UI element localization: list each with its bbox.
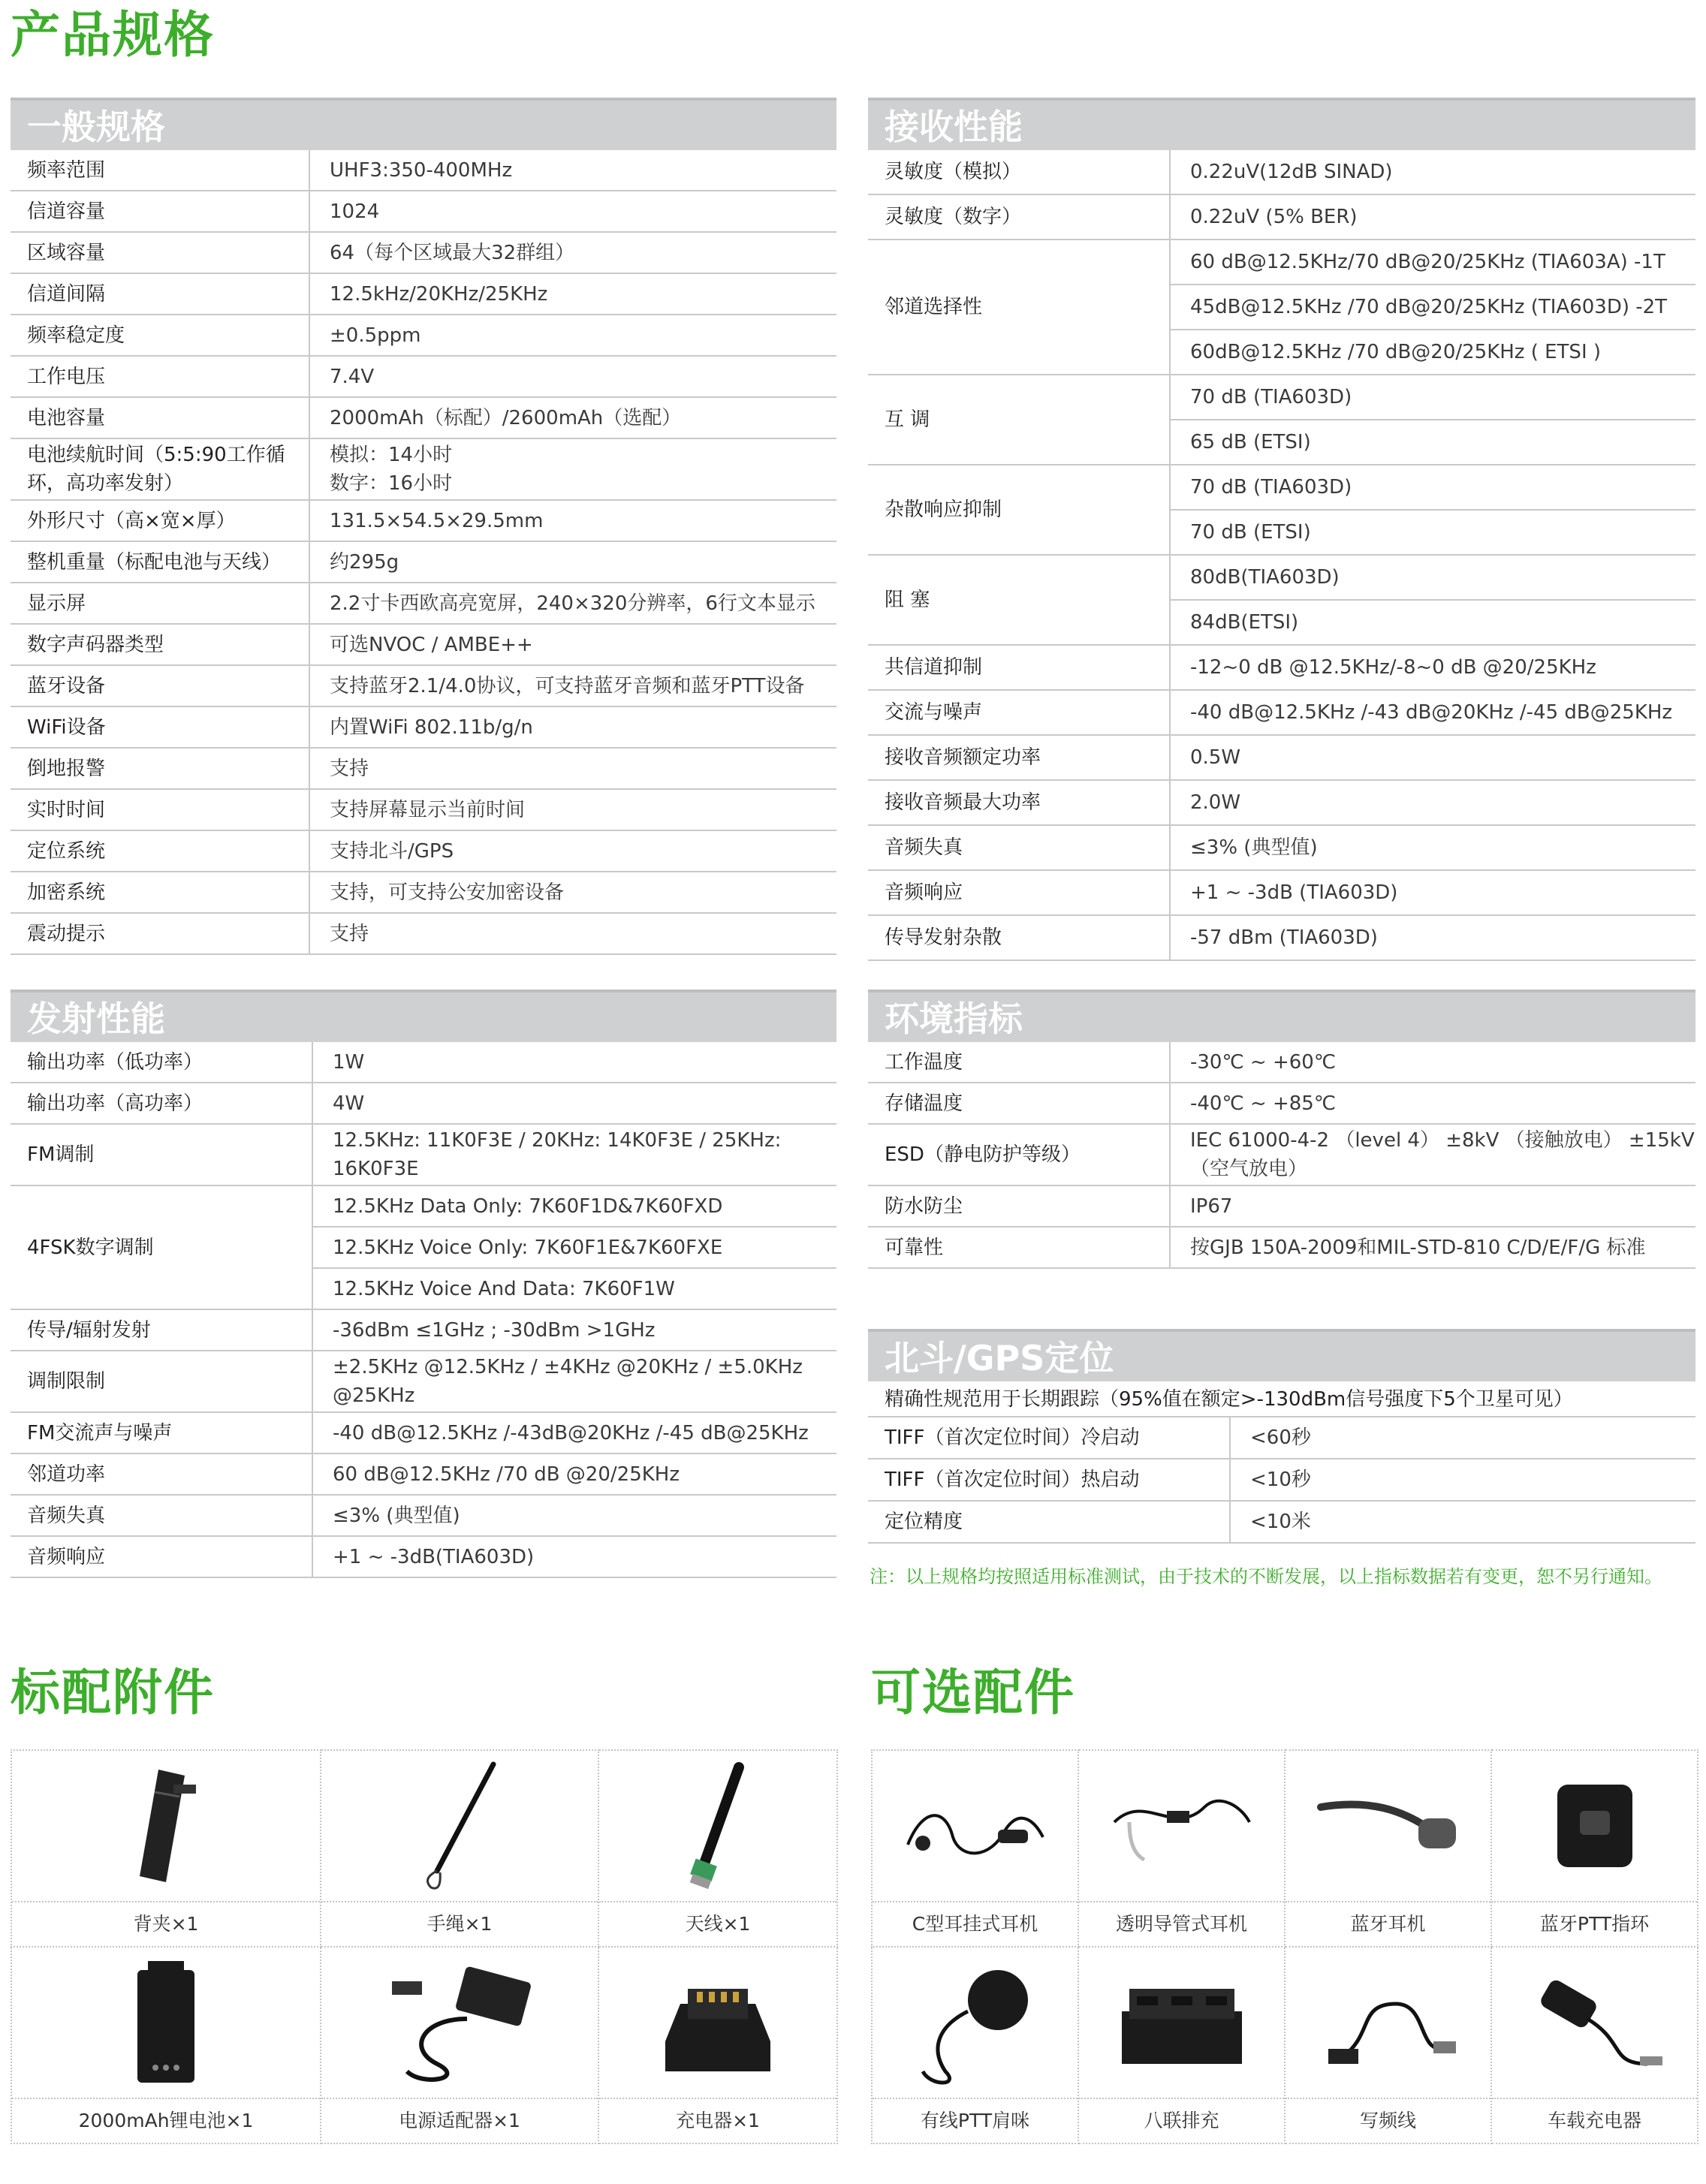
spec-value: <10秒 <box>1230 1459 1695 1501</box>
accessory-label: 有线PTT肩咪 <box>873 2098 1078 2143</box>
table-row <box>868 915 1695 960</box>
spec-label: 阻 塞 <box>868 555 1170 645</box>
spec-value: 12.5KHz: 11K0F3E / 20KHz: 14K0F3E / 25KHz: 16K0F3E <box>312 1124 836 1185</box>
programming-cable-icon <box>1286 1948 1490 2098</box>
spec-value: 支持蓝牙2.1/4.0协议，可支持蓝牙音频和蓝牙PTT设备 <box>309 665 836 706</box>
spec-label: TIFF（首次定位时间）热启动 <box>868 1459 1230 1501</box>
spec-value: 内置WiFi 802.11b/g/n <box>309 706 836 748</box>
spec-label: 加密系统 <box>11 872 309 913</box>
table-row <box>11 500 836 541</box>
spec-value: 60 dB@12.5KHz /70 dB @20/25KHz <box>312 1453 836 1495</box>
bluetooth-headset-icon <box>1286 1751 1490 1901</box>
spec-value: +1 ~ -3dB(TIA603D) <box>312 1536 836 1577</box>
table-row <box>11 1124 836 1185</box>
spec-value: <60秒 <box>1230 1417 1695 1459</box>
spec-label: 存储温度 <box>868 1083 1170 1124</box>
spec-value: IP67 <box>1170 1185 1695 1227</box>
table-row <box>11 665 836 706</box>
spec-label: 定位精度 <box>868 1501 1230 1543</box>
spec-value: IEC 61000-4-2 （level 4） ±8kV （接触放电） ±15kV（空气放电） <box>1170 1124 1695 1185</box>
multi-charger-icon <box>1079 1948 1284 2098</box>
belt-clip-icon <box>12 1751 320 1901</box>
table-row <box>11 1495 836 1536</box>
spec-label: 蓝牙设备 <box>11 665 309 706</box>
spec-value: 60dB@12.5KHz /70 dB@20/25KHz ( ETSI ) <box>1170 330 1695 375</box>
opt-accessories-title: 可选配件 <box>871 1664 1075 1722</box>
spec-label: 电池续航时间（5:5:90工作循环，高功率发射） <box>11 438 309 500</box>
table-row <box>11 356 836 397</box>
spec-label: 输出功率（高功率） <box>11 1083 312 1124</box>
spec-value: 支持屏幕显示当前时间 <box>309 789 836 830</box>
shoulder-mic-icon <box>873 1948 1078 2098</box>
spec-label: 接收音频最大功率 <box>868 780 1170 825</box>
table-row <box>11 191 836 232</box>
table-row <box>11 872 836 913</box>
gps-spec-table <box>868 1417 1695 1544</box>
spec-value: 80dB(TIA603D) <box>1170 555 1695 600</box>
spec-label: 灵敏度（模拟） <box>868 150 1170 194</box>
spec-label: 区域容量 <box>11 232 309 273</box>
spec-value: 70 dB (ETSI) <box>1170 510 1695 555</box>
spec-value: 70 dB (TIA603D) <box>1170 375 1695 420</box>
spec-label: 信道容量 <box>11 191 309 232</box>
general-spec-table <box>11 150 836 955</box>
spec-label: 音频失真 <box>11 1495 312 1536</box>
table-row <box>868 150 1695 194</box>
spec-label: 显示屏 <box>11 583 309 624</box>
section-header-general: 一般规格 <box>11 98 836 150</box>
table-row <box>868 1501 1695 1543</box>
spec-label: 音频失真 <box>868 825 1170 870</box>
spec-value: 12.5KHz Data Only: 7K60F1D&7K60FXD <box>312 1185 836 1227</box>
table-row <box>868 780 1695 825</box>
table-row <box>11 830 836 872</box>
spec-label: 电池容量 <box>11 397 309 438</box>
gps-subtitle: 精确性规范用于长期跟踪（95%值在额定>-130dBm信号强度下5个卫星可见） <box>885 1388 1573 1411</box>
spec-value: 0.5W <box>1170 735 1695 780</box>
spec-value: ≤3% (典型值) <box>312 1495 836 1536</box>
car-charger-icon <box>1492 1948 1697 2098</box>
spec-value: +1 ~ -3dB (TIA603D) <box>1170 870 1695 915</box>
spec-value: -57 dBm (TIA603D) <box>1170 915 1695 960</box>
spec-value: 4W <box>312 1083 836 1124</box>
spec-value: 支持 <box>309 913 836 954</box>
spec-label: 震动提示 <box>11 913 309 954</box>
accessory-label: 车载充电器 <box>1492 2098 1697 2143</box>
spec-value: ±0.5ppm <box>309 315 836 356</box>
spec-value: 2000mAh（标配）/2600mAh（选配） <box>309 397 836 438</box>
spec-value: 模拟：14小时 数字：16小时 <box>309 438 836 500</box>
spec-label: 灵敏度（数字） <box>868 194 1170 239</box>
table-row <box>11 748 836 789</box>
section-header-receive: 接收性能 <box>868 98 1695 150</box>
section-header-transmit: 发射性能 <box>11 990 836 1042</box>
spec-value: -40℃ ~ +85℃ <box>1170 1083 1695 1124</box>
spec-label: 频率范围 <box>11 150 309 191</box>
page-title: 产品规格 <box>11 6 215 64</box>
table-row <box>868 1083 1695 1124</box>
accessory-label: 电源适配器×1 <box>321 2098 598 2143</box>
spec-value: 12.5KHz Voice Only: 7K60F1E&7K60FXE <box>312 1227 836 1268</box>
table-row <box>868 1227 1695 1268</box>
accessory-label: 蓝牙耳机 <box>1286 1901 1490 1946</box>
bluetooth-ptt-ring-icon <box>1492 1751 1697 1901</box>
table-row <box>868 555 1695 600</box>
table-row <box>868 375 1695 420</box>
table-row <box>11 315 836 356</box>
table-row <box>11 789 836 830</box>
spec-label: 工作温度 <box>868 1042 1170 1083</box>
earhook-earphone-icon <box>873 1751 1078 1901</box>
spec-label: ESD（静电防护等级） <box>868 1124 1170 1185</box>
spec-label: TIFF（首次定位时间）冷启动 <box>868 1417 1230 1459</box>
accessory-cell <box>1491 1947 1698 2143</box>
spec-value: 约295g <box>309 541 836 583</box>
spec-label: 倒地报警 <box>11 748 309 789</box>
accessory-label: 写频线 <box>1286 2098 1490 2143</box>
table-row <box>11 706 836 748</box>
spec-value: 1W <box>312 1042 836 1083</box>
accessory-cell <box>872 1947 1078 2143</box>
accessory-cell <box>11 1750 321 1947</box>
spec-value: 131.5×54.5×29.5mm <box>309 500 836 541</box>
spec-value: 2.2寸卡西欧高亮宽屏，240×320分辨率，6行文本显示 <box>309 583 836 624</box>
table-row <box>868 239 1695 285</box>
spec-label: FM交流声与噪声 <box>11 1412 312 1453</box>
table-row <box>11 1083 836 1124</box>
spec-value: 64（每个区域最大32群组） <box>309 232 836 273</box>
spec-value: 7.4V <box>309 356 836 397</box>
table-row <box>11 583 836 624</box>
accessory-cell <box>321 1750 598 1947</box>
table-row <box>11 1412 836 1453</box>
table-row <box>868 735 1695 780</box>
spec-label: 防水防尘 <box>868 1185 1170 1227</box>
power-adapter-icon <box>321 1948 598 2098</box>
spec-label: 交流与噪声 <box>868 690 1170 735</box>
spec-label: 频率稳定度 <box>11 315 309 356</box>
spec-label: 信道间隔 <box>11 273 309 315</box>
table-row <box>11 1536 836 1577</box>
spec-label: 工作电压 <box>11 356 309 397</box>
table-row <box>868 194 1695 239</box>
spec-label: WiFi设备 <box>11 706 309 748</box>
accessory-cell <box>1078 1750 1285 1947</box>
spec-value: 84dB(ETSI) <box>1170 600 1695 645</box>
accessory-label: 八联排充 <box>1079 2098 1284 2143</box>
spec-label: 4FSK数字调制 <box>11 1185 312 1309</box>
transmit-spec-table <box>11 1042 836 1578</box>
spec-value: 支持，可支持公安加密设备 <box>309 872 836 913</box>
spec-label: 音频响应 <box>11 1536 312 1577</box>
table-row <box>868 690 1695 735</box>
spec-value: 12.5KHz Voice And Data: 7K60F1W <box>312 1268 836 1309</box>
accessory-label: 背夹×1 <box>12 1901 320 1946</box>
spec-value: 按GJB 150A-2009和MIL-STD-810 C/D/E/F/G 标准 <box>1170 1227 1695 1268</box>
table-row <box>11 232 836 273</box>
spec-value: 70 dB (TIA603D) <box>1170 465 1695 510</box>
spec-value: 可选NVOC / AMBE++ <box>309 624 836 665</box>
table-row <box>868 1185 1695 1227</box>
spec-label: 定位系统 <box>11 830 309 872</box>
spec-value: 0.22uV (5% BER) <box>1170 194 1695 239</box>
table-row <box>11 438 836 500</box>
accessory-cell <box>598 1750 837 1947</box>
spec-label: 音频响应 <box>868 870 1170 915</box>
table-row <box>868 1459 1695 1501</box>
std-accessories-grid <box>11 1749 838 2144</box>
table-row <box>868 1417 1695 1459</box>
table-row <box>868 825 1695 870</box>
table-row <box>11 541 836 583</box>
accessory-cell <box>1078 1947 1285 2143</box>
accessory-cell <box>1491 1750 1698 1947</box>
table-row <box>868 870 1695 915</box>
spec-value: ≤3% (典型值) <box>1170 825 1695 870</box>
spec-label: 传导/辐射发射 <box>11 1309 312 1351</box>
table-row <box>868 465 1695 510</box>
spec-label: 调制限制 <box>11 1351 312 1412</box>
spec-label: 整机重量（标配电池与天线） <box>11 541 309 583</box>
accessory-label: 2000mAh锂电池×1 <box>12 2098 320 2143</box>
section-header-gps: 北斗/GPS定位 <box>868 1329 1695 1381</box>
spec-label: 邻道选择性 <box>868 239 1170 375</box>
spec-label: 共信道抑制 <box>868 645 1170 690</box>
table-row <box>11 913 836 954</box>
spec-value: 12.5kHz/20KHz/25KHz <box>309 273 836 315</box>
accessory-label: 蓝牙PTT指环 <box>1492 1901 1697 1946</box>
battery-icon <box>12 1948 320 2098</box>
spec-value: -12~0 dB @12.5KHz/-8~0 dB @20/25KHz <box>1170 645 1695 690</box>
table-row <box>868 1042 1695 1083</box>
table-row <box>868 1124 1695 1185</box>
table-row <box>11 1453 836 1495</box>
table-row <box>11 273 836 315</box>
spec-label: 数字声码器类型 <box>11 624 309 665</box>
accessory-label: 手绳×1 <box>321 1901 598 1946</box>
spec-value: -30℃ ~ +60℃ <box>1170 1042 1695 1083</box>
spec-label: 可靠性 <box>868 1227 1170 1268</box>
spec-value: 0.22uV(12dB SINAD) <box>1170 150 1695 194</box>
spec-value: 45dB@12.5KHz /70 dB@20/25KHz (TIA603D) -2T <box>1170 285 1695 330</box>
opt-accessories-grid <box>871 1749 1698 2144</box>
spec-label: 输出功率（低功率） <box>11 1042 312 1083</box>
accessory-cell <box>11 1947 321 2143</box>
spec-label: 互 调 <box>868 375 1170 465</box>
spec-value: ±2.5KHz @12.5KHz / ±4KHz @20KHz / ±5.0KHz @25KHz <box>312 1351 836 1412</box>
table-row <box>11 1042 836 1083</box>
accessory-cell <box>598 1947 837 2143</box>
accessory-cell <box>1285 1947 1491 2143</box>
table-row <box>11 1185 836 1227</box>
spec-label: 邻道功率 <box>11 1453 312 1495</box>
table-row <box>11 1351 836 1412</box>
spec-label: 传导发射杂散 <box>868 915 1170 960</box>
environment-spec-table <box>868 1042 1695 1269</box>
spec-label: 外形尺寸（高×宽×厚） <box>11 500 309 541</box>
accessory-cell <box>321 1947 598 2143</box>
spec-label: FM调制 <box>11 1124 312 1185</box>
std-accessories-title: 标配附件 <box>11 1664 215 1722</box>
accessory-cell <box>1285 1750 1491 1947</box>
table-row <box>11 150 836 191</box>
spec-label: 杂散响应抑制 <box>868 465 1170 555</box>
spec-value: -40 dB@12.5KHz /-43 dB@20KHz /-45 dB@25KHz <box>1170 690 1695 735</box>
spec-value: 60 dB@12.5KHz/70 dB@20/25KHz (TIA603A) -1T <box>1170 239 1695 285</box>
spec-value: 65 dB (ETSI) <box>1170 420 1695 465</box>
spec-value: 支持北斗/GPS <box>309 830 836 872</box>
spec-value: -40 dB@12.5KHz /-43dB@20KHz /-45 dB@25KHz <box>312 1412 836 1453</box>
receive-spec-table <box>868 150 1695 961</box>
section-header-environment: 环境指标 <box>868 990 1695 1042</box>
spec-value: 支持 <box>309 748 836 789</box>
accessory-label: 充电器×1 <box>599 2098 836 2143</box>
accessory-label: 透明导管式耳机 <box>1079 1901 1284 1946</box>
charger-icon <box>599 1948 836 2098</box>
tube-earphone-icon <box>1079 1751 1284 1901</box>
accessory-cell <box>872 1750 1078 1947</box>
spec-value: -36dBm ≤1GHz ; -30dBm >1GHz <box>312 1309 836 1351</box>
accessory-label: 天线×1 <box>599 1901 836 1946</box>
table-row <box>11 624 836 665</box>
disclaimer-note: 注：以上规格均按照适用标准测试，由于技术的不断发展，以上指标数据若有变更，恕不另行通知。 <box>870 1566 1662 1587</box>
spec-label: 实时时间 <box>11 789 309 830</box>
spec-value: 2.0W <box>1170 780 1695 825</box>
spec-value: UHF3:350-400MHz <box>309 150 836 191</box>
spec-label: 接收音频额定功率 <box>868 735 1170 780</box>
table-row <box>868 645 1695 690</box>
table-row <box>11 1309 836 1351</box>
accessory-label: C型耳挂式耳机 <box>873 1901 1078 1946</box>
table-row <box>11 397 836 438</box>
spec-value: <10米 <box>1230 1501 1695 1543</box>
spec-value: 1024 <box>309 191 836 232</box>
lanyard-icon <box>321 1751 598 1901</box>
antenna-icon <box>599 1751 836 1901</box>
